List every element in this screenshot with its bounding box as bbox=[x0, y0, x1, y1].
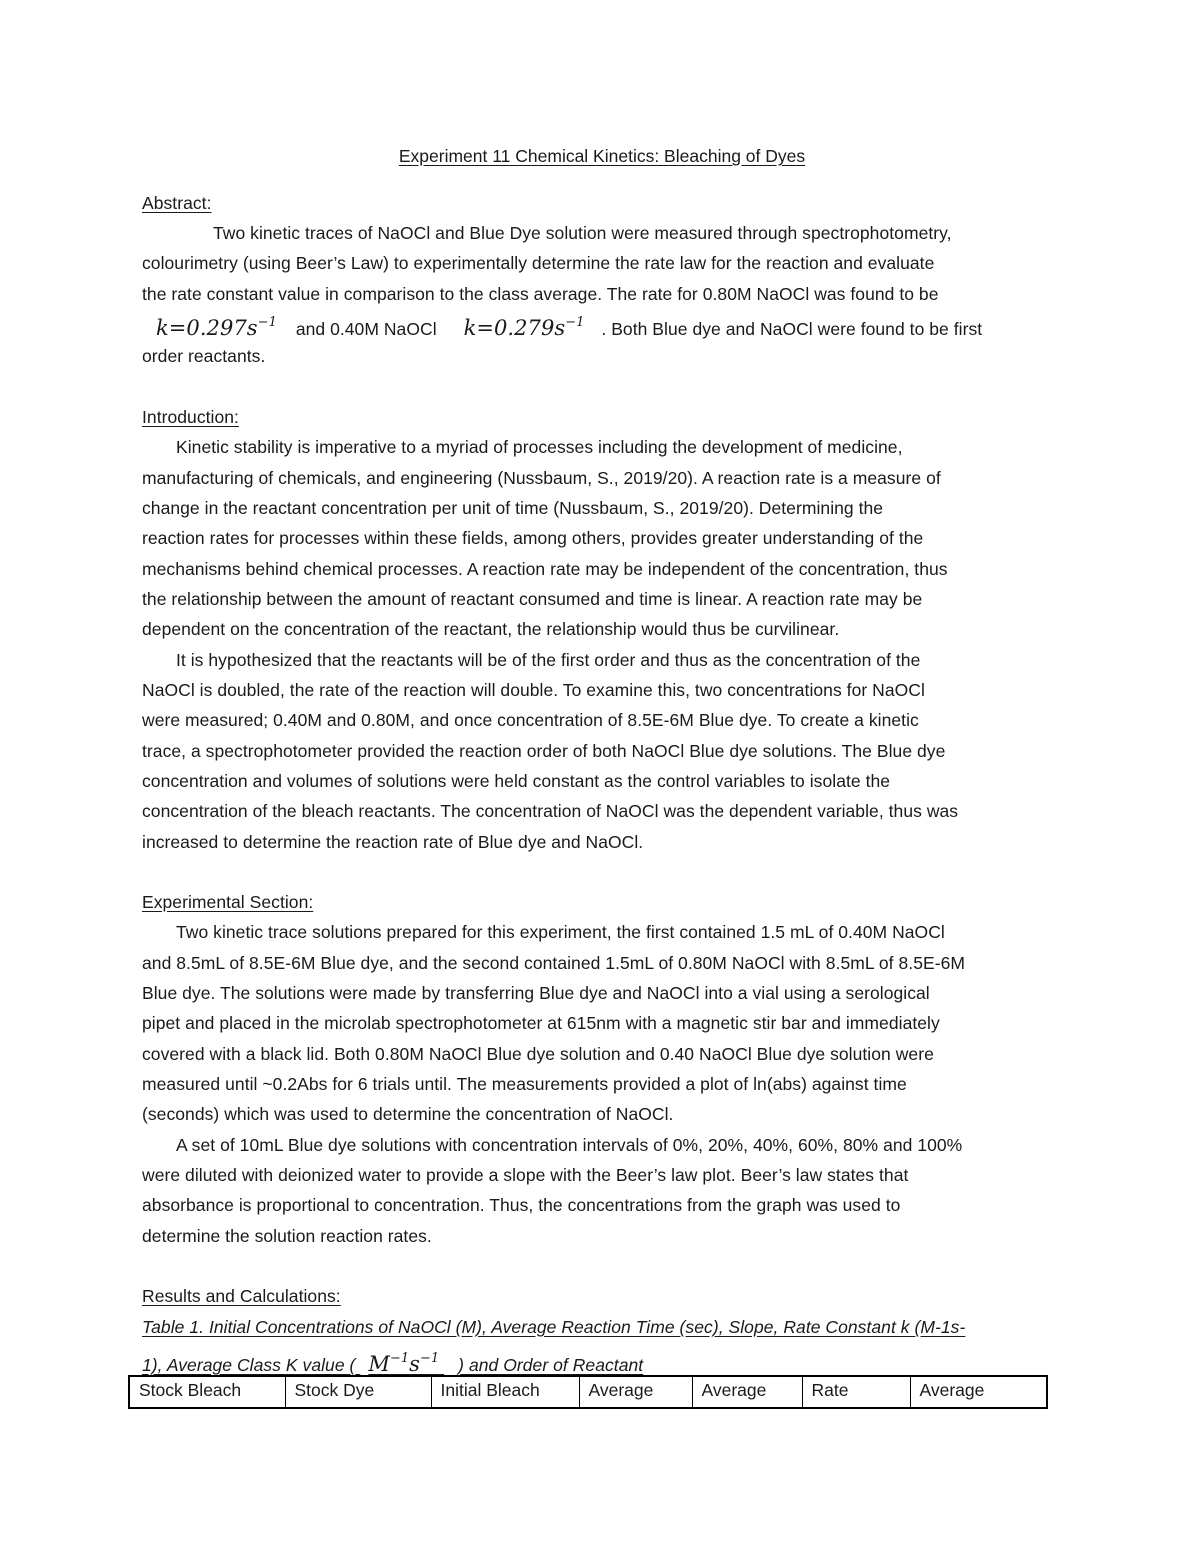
table-header-cell: Rate bbox=[802, 1376, 910, 1408]
experimental-line: A set of 10mL Blue dye solutions with concentration intervals of 0%, 20%, 40%, 60%, 80% and 100% bbox=[176, 1135, 963, 1155]
abstract-line: the rate constant value in comparison to the class average. The rate for 0.80M NaOCl was found to be bbox=[142, 284, 939, 304]
experimental-line: Blue dye. The solutions were made by transferring Blue dye and NaOCl into a vial using a serological bbox=[142, 983, 930, 1003]
table-header-row bbox=[129, 1376, 1047, 1408]
caption-text-end: ) and Order of Reactant bbox=[458, 1355, 644, 1375]
abstract-heading: Abstract: bbox=[142, 193, 212, 213]
introduction-line: manufacturing of chemicals, and engineering (Nussbaum, S., 2019/20). A reaction rate is a measure of bbox=[142, 468, 941, 488]
abstract-line: Two kinetic traces of NaOCl and Blue Dye solution were measured through spectrophotometry, bbox=[213, 223, 952, 243]
introduction-line: were measured; 0.40M and 0.80M, and once concentration of 8.5E-6M Blue dye. To create a kinetic bbox=[142, 710, 919, 730]
table-header-cell: Average bbox=[910, 1376, 1047, 1408]
experimental-line: covered with a black lid. Both 0.80M NaOCl Blue dye solution and 0.40 NaOCl Blue dye solution were bbox=[142, 1044, 934, 1064]
experimental-line: and 8.5mL of 8.5E-6M Blue dye, and the second contained 1.5mL of 0.80M NaOCl with 8.5mL of 8.5E-6M bbox=[142, 953, 965, 973]
document-title: Experiment 11 Chemical Kinetics: Bleaching of Dyes bbox=[398, 146, 806, 166]
table-header-cell: Average bbox=[579, 1376, 692, 1408]
abstract-line: colourimetry (using Beer’s Law) to experimentally determine the rate law for the reaction and evaluate bbox=[142, 253, 935, 273]
abstract-line-rates bbox=[142, 312, 982, 340]
introduction-line: mechanisms behind chemical processes. A reaction rate may be independent of the concentration, thus bbox=[142, 559, 948, 579]
table-header-cell: Average bbox=[692, 1376, 802, 1408]
table-header-cell: Initial Bleach bbox=[431, 1376, 579, 1408]
abstract-mid-text: and 0.40M NaOCl bbox=[295, 319, 437, 339]
introduction-line: NaOCl is doubled, the rate of the reaction will double. To examine this, two concentrations for NaOCl bbox=[142, 680, 925, 700]
table-header-cell: Stock Bleach bbox=[129, 1376, 285, 1408]
abstract-line: order reactants. bbox=[142, 346, 266, 366]
introduction-line: dependent on the concentration of the reactant, the relationship would thus be curvilinear. bbox=[142, 619, 840, 639]
experimental-line: pipet and placed in the microlab spectrophotometer at 615nm with a magnetic stir bar and immediately bbox=[142, 1013, 940, 1033]
experimental-line: were diluted with deionized water to provide a slope with the Beer’s law plot. Beer’s law states that bbox=[142, 1165, 909, 1185]
introduction-line: the relationship between the amount of reactant consumed and time is linear. A reaction rate may be bbox=[142, 589, 923, 609]
introduction-line: concentration and volumes of solutions were held constant as the control variables to isolate the bbox=[142, 771, 891, 791]
experimental-heading: Experimental Section: bbox=[142, 892, 314, 912]
introduction-line: concentration of the bleach reactants. The concentration of NaOCl was the dependent variable, thus was bbox=[142, 801, 959, 821]
results-table bbox=[128, 1375, 1048, 1409]
introduction-line: reaction rates for processes within these fields, among others, provides greater understanding of the bbox=[142, 528, 924, 548]
caption-units: $M^{-1}s^{-1}$ bbox=[368, 1351, 440, 1376]
experimental-line: Two kinetic trace solutions prepared for this experiment, the first contained 1.5 mL of 0.40M NaOCl bbox=[176, 922, 945, 942]
introduction-line: trace, a spectrophotometer provided the reaction order of both NaOCl Blue dye solutions. The Blue dye bbox=[142, 741, 946, 761]
caption-text: 1), Average Class K value ( bbox=[142, 1355, 356, 1375]
experimental-line: absorbance is proportional to concentration. Thus, the concentrations from the graph was used to bbox=[142, 1195, 901, 1215]
introduction-line: It is hypothesized that the reactants will be of the first order and thus as the concentration of the bbox=[176, 650, 921, 670]
experimental-line: determine the solution reaction rates. bbox=[142, 1226, 432, 1246]
introduction-line: increased to determine the reaction rate of Blue dye and NaOCl. bbox=[142, 832, 644, 852]
experimental-line: measured until ~0.2Abs for 6 trials until. The measurements provided a plot of ln(abs) against time bbox=[142, 1074, 907, 1094]
experimental-line: (seconds) which was used to determine the concentration of NaOCl. bbox=[142, 1104, 674, 1124]
table-header-cell: Stock Dye bbox=[285, 1376, 431, 1408]
table-caption-line2 bbox=[142, 1348, 643, 1376]
introduction-line: change in the reactant concentration per unit of time (Nussbaum, S., 2019/20). Determining the bbox=[142, 498, 884, 518]
rate-constant-040: $k=0.279s^{-1}$ bbox=[463, 315, 585, 340]
results-heading: Results and Calculations: bbox=[142, 1286, 341, 1306]
introduction-heading: Introduction: bbox=[142, 407, 239, 427]
abstract-line-end: . Both Blue dye and NaOCl were found to be first bbox=[601, 319, 983, 339]
rate-constant-080: $k=0.297s^{-1}$ bbox=[156, 315, 277, 340]
table-caption: Table 1. Initial Concentrations of NaOCl (M), Average Reaction Time (sec), Slope, Rate Constant k (M-1s- bbox=[142, 1317, 966, 1337]
introduction-line: Kinetic stability is imperative to a myriad of processes including the development of medicine, bbox=[176, 437, 903, 457]
